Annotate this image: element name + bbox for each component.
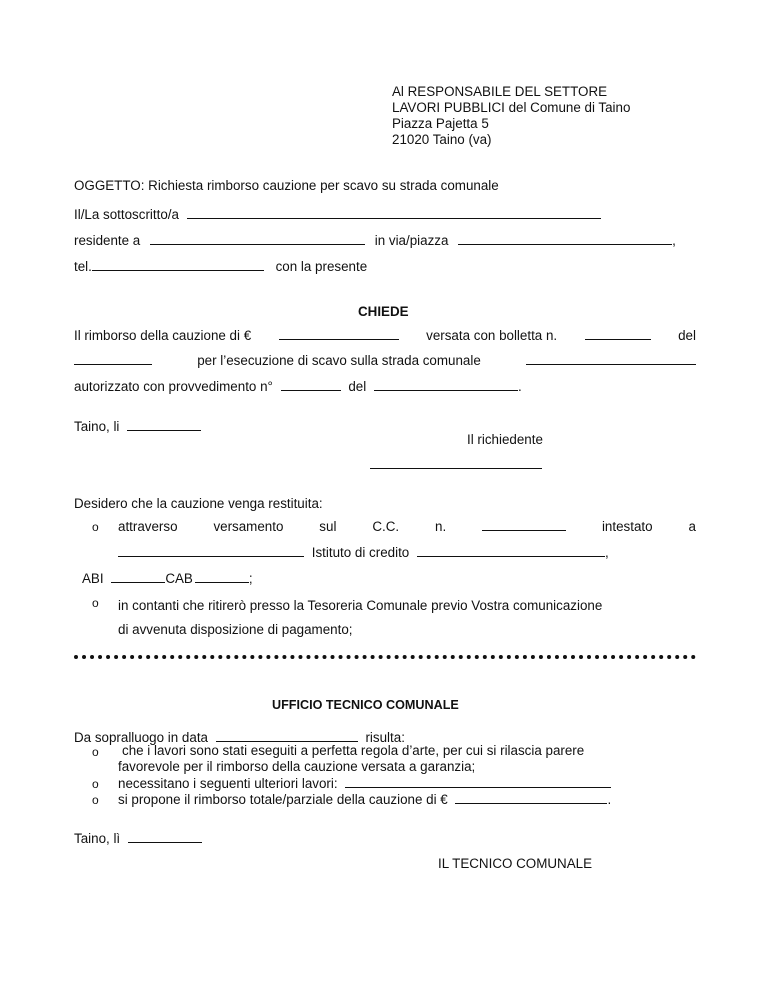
office-date-field[interactable] xyxy=(128,830,202,843)
bank-codes-row xyxy=(82,570,253,586)
option-bullet-icon[interactable]: o xyxy=(92,520,99,534)
undersigned-row xyxy=(74,206,601,222)
request-text-receipt: versata con bolletta n. xyxy=(426,328,558,343)
request-text-end: . xyxy=(517,379,522,394)
inspection-result: risulta: xyxy=(365,730,405,745)
bank-label: Istituto di credito xyxy=(311,545,410,560)
street-end: , xyxy=(672,233,676,248)
recipient-line-3: Piazza Pajetta 5 xyxy=(392,116,489,131)
applicant-date-field[interactable] xyxy=(127,418,201,431)
account-holder-field[interactable] xyxy=(118,544,304,557)
request-text-excavation: per l’esecuzione di scavo sulla strada comunale xyxy=(197,353,481,368)
section-divider xyxy=(74,655,696,659)
phone-row xyxy=(74,258,367,274)
recipient-line-4: 21020 Taino (va) xyxy=(392,132,492,147)
option-bullet-icon[interactable]: o xyxy=(92,596,99,610)
office-item-1-line-1: che i lavori sono stati eseguiti a perfetta regola d’arte, per cui si rilascia parere xyxy=(122,743,585,758)
applicant-place-date-row xyxy=(74,418,201,434)
office-place-date-row xyxy=(74,830,202,846)
office-item-1-line-2: favorevole per il rimborso della cauzione versata a garanzia; xyxy=(118,759,476,774)
request-text-amount: Il rimborso della cauzione di € xyxy=(74,328,252,343)
inspection-label: Da sopralluogo in data xyxy=(74,730,208,745)
option-cash xyxy=(118,594,602,642)
cash-line-1: in contanti che ritirerò presso la Tesoreria Comunale previo Vostra comunicazione xyxy=(118,598,603,613)
office-item-3-end: . xyxy=(607,792,612,807)
technician-signature-label: IL TECNICO COMUNALE xyxy=(438,856,593,871)
road-field[interactable] xyxy=(526,352,696,365)
office-item-2 xyxy=(118,775,611,791)
request-heading: CHIEDE xyxy=(358,304,409,319)
option-transfer-line-1 xyxy=(118,518,696,534)
request-text-authorization: autorizzato con provvedimento n° xyxy=(74,379,273,394)
office-item-3-text: si propone il rimborso totale/parziale della cauzione di € xyxy=(118,792,448,807)
account-number-field[interactable] xyxy=(482,518,566,531)
cash-line-2: di avvenuta disposizione di pagamento; xyxy=(118,622,353,637)
office-bullet-icon[interactable]: o xyxy=(92,777,99,791)
transfer-word-1: attraverso xyxy=(118,519,178,534)
transfer-to-label: a xyxy=(688,519,696,534)
authorization-number-field[interactable] xyxy=(281,378,341,391)
transfer-holder-label: intestato xyxy=(601,519,653,534)
residence-label: residente a xyxy=(74,233,141,248)
refund-intro: Desidero che la cauzione venga restituita: xyxy=(74,496,323,511)
applicant-place-date-label: Taino, li xyxy=(74,419,120,434)
codes-end: ; xyxy=(248,571,253,586)
office-item-2-text: necessitano i seguenti ulteriori lavori: xyxy=(118,776,338,791)
transfer-word-2: versamento xyxy=(213,519,284,534)
residence-field[interactable] xyxy=(150,232,365,245)
office-heading: UFFICIO TECNICO COMUNALE xyxy=(272,698,459,712)
inspection-date-field[interactable] xyxy=(216,729,358,742)
further-works-field[interactable] xyxy=(345,775,611,788)
bank-field[interactable] xyxy=(417,544,605,557)
undersigned-name-field[interactable] xyxy=(187,206,601,219)
subject-line: OGGETTO: Richiesta rimborso cauzione per scavo su strada comunale xyxy=(74,178,499,193)
office-item-3 xyxy=(118,791,611,807)
bank-end: , xyxy=(604,545,609,560)
receipt-number-field[interactable] xyxy=(585,327,651,340)
cab-label: CAB xyxy=(165,571,193,586)
amount-field[interactable] xyxy=(279,327,399,340)
applicant-signature-field[interactable] xyxy=(370,454,542,469)
cab-field[interactable] xyxy=(195,570,249,583)
transfer-word-5: n. xyxy=(435,519,447,534)
phone-field[interactable] xyxy=(92,258,264,271)
request-line-2 xyxy=(74,352,696,368)
transfer-word-3: sul xyxy=(319,519,337,534)
undersigned-label: Il/La sottoscritto/a xyxy=(74,207,179,222)
applicant-signature-label: Il richiedente xyxy=(467,432,543,447)
presence-text: con la presente xyxy=(275,259,368,274)
street-label: in via/piazza xyxy=(374,233,449,248)
office-place-date-label: Taino, lì xyxy=(74,831,121,846)
recipient-line-1: Al RESPONSABILE DEL SETTORE xyxy=(392,84,608,99)
authorization-date-field[interactable] xyxy=(374,378,518,391)
request-text-of: del xyxy=(678,328,696,343)
request-text-auth-date: del xyxy=(348,379,367,394)
request-line-1 xyxy=(74,327,696,343)
refund-amount-field[interactable] xyxy=(455,791,607,804)
recipient-line-2: LAVORI PUBBLICI del Comune di Taino xyxy=(392,100,631,115)
option-transfer-line-2 xyxy=(118,544,609,560)
street-field[interactable] xyxy=(458,232,672,245)
office-bullet-icon[interactable]: o xyxy=(92,793,99,807)
residence-row xyxy=(74,232,676,248)
receipt-date-field[interactable] xyxy=(74,352,152,365)
recipient-address xyxy=(392,84,630,148)
request-line-3 xyxy=(74,378,522,394)
phone-label: tel. xyxy=(74,259,92,274)
abi-label: ABI xyxy=(82,571,104,586)
abi-field[interactable] xyxy=(111,570,165,583)
transfer-word-4: C.C. xyxy=(372,519,400,534)
office-item-1 xyxy=(118,743,585,775)
office-bullet-icon[interactable]: o xyxy=(92,745,99,759)
